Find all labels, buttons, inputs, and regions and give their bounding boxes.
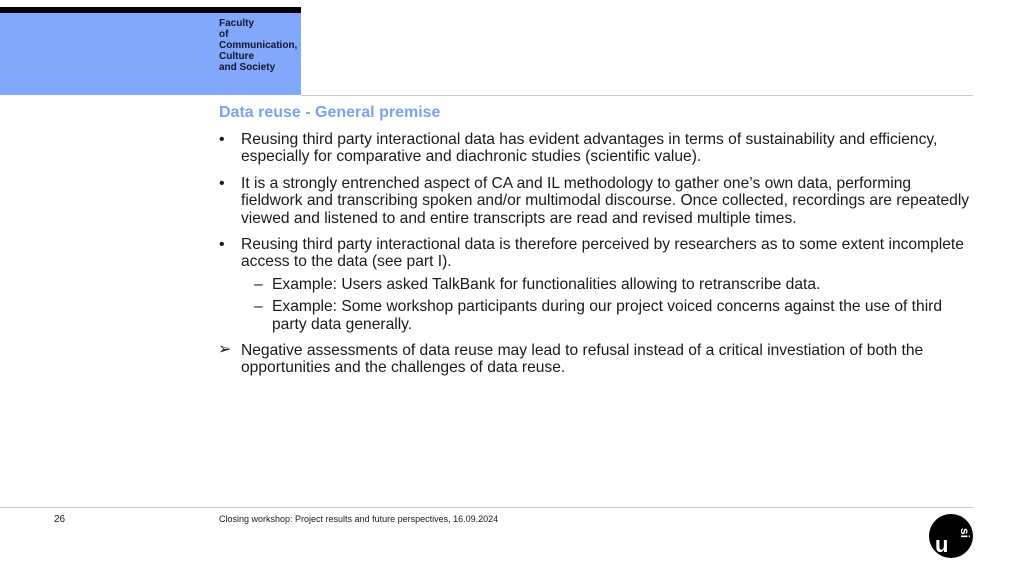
- conclusion-text: Negative assessments of data reuse may lead to refusal instead of a critical investiation of both the opportunities and the challenges of data reuse.: [241, 342, 924, 377]
- header-divider: [301, 95, 973, 96]
- bullet-text: Reusing third party interactional data is therefore perceived by researchers as to some extent incomplete access to the data (see part I).: [241, 236, 964, 271]
- faculty-line: and Society: [219, 62, 276, 73]
- arrow-bullet-icon: ➢: [218, 341, 232, 359]
- dash-icon: –: [254, 275, 263, 293]
- faculty-line: Culture: [219, 51, 254, 62]
- page-number: 26: [54, 514, 66, 525]
- bullet-icon: •: [219, 236, 225, 254]
- faculty-line: Communication,: [219, 40, 298, 51]
- bullet-item: [219, 131, 975, 166]
- bullet-icon: •: [219, 174, 225, 192]
- logo-letter-main: u: [935, 532, 949, 557]
- usi-logo: [929, 514, 973, 558]
- dash-icon: –: [254, 298, 263, 316]
- sub-bullet-item: [241, 276, 975, 293]
- sub-bullet-item: [241, 298, 975, 333]
- footer-divider: [0, 507, 973, 508]
- footer-text: Closing workshop: Project results and future perspectives, 16.09.2024: [219, 514, 499, 524]
- slide-title: Data reuse - General premise: [219, 104, 441, 121]
- faculty-line: of: [219, 29, 229, 40]
- logo-letter-small: si: [958, 528, 972, 539]
- bullet-item: [219, 236, 975, 333]
- sub-bullet-text: Example: Some workshop participants during our project voiced concerns against the use of third party data generally.: [272, 298, 943, 333]
- bullet-text: Reusing third party interactional data has evident advantages in terms of sustainability and efficiency, especially for comparative and diachronic studies (scientific value).: [241, 131, 938, 166]
- header-top-bar: [0, 7, 301, 13]
- bullet-item: [219, 175, 975, 227]
- bullet-text: It is a strongly entrenched aspect of CA and IL methodology to gather one’s own data, performing fieldwork and transcribing spoken and/or multimodal discourse. Once collected, recordings are repeatedly viewed and listened to and entire transcripts are read and revised multiple times.: [241, 174, 970, 227]
- slide-content: [219, 131, 975, 386]
- faculty-line: Faculty: [219, 18, 255, 29]
- faculty-name: [219, 18, 309, 73]
- conclusion-item: [219, 342, 975, 377]
- bullet-icon: •: [219, 131, 225, 148]
- sub-bullet-text: Example: Users asked TalkBank for functionalities allowing to retranscribe data.: [272, 275, 821, 293]
